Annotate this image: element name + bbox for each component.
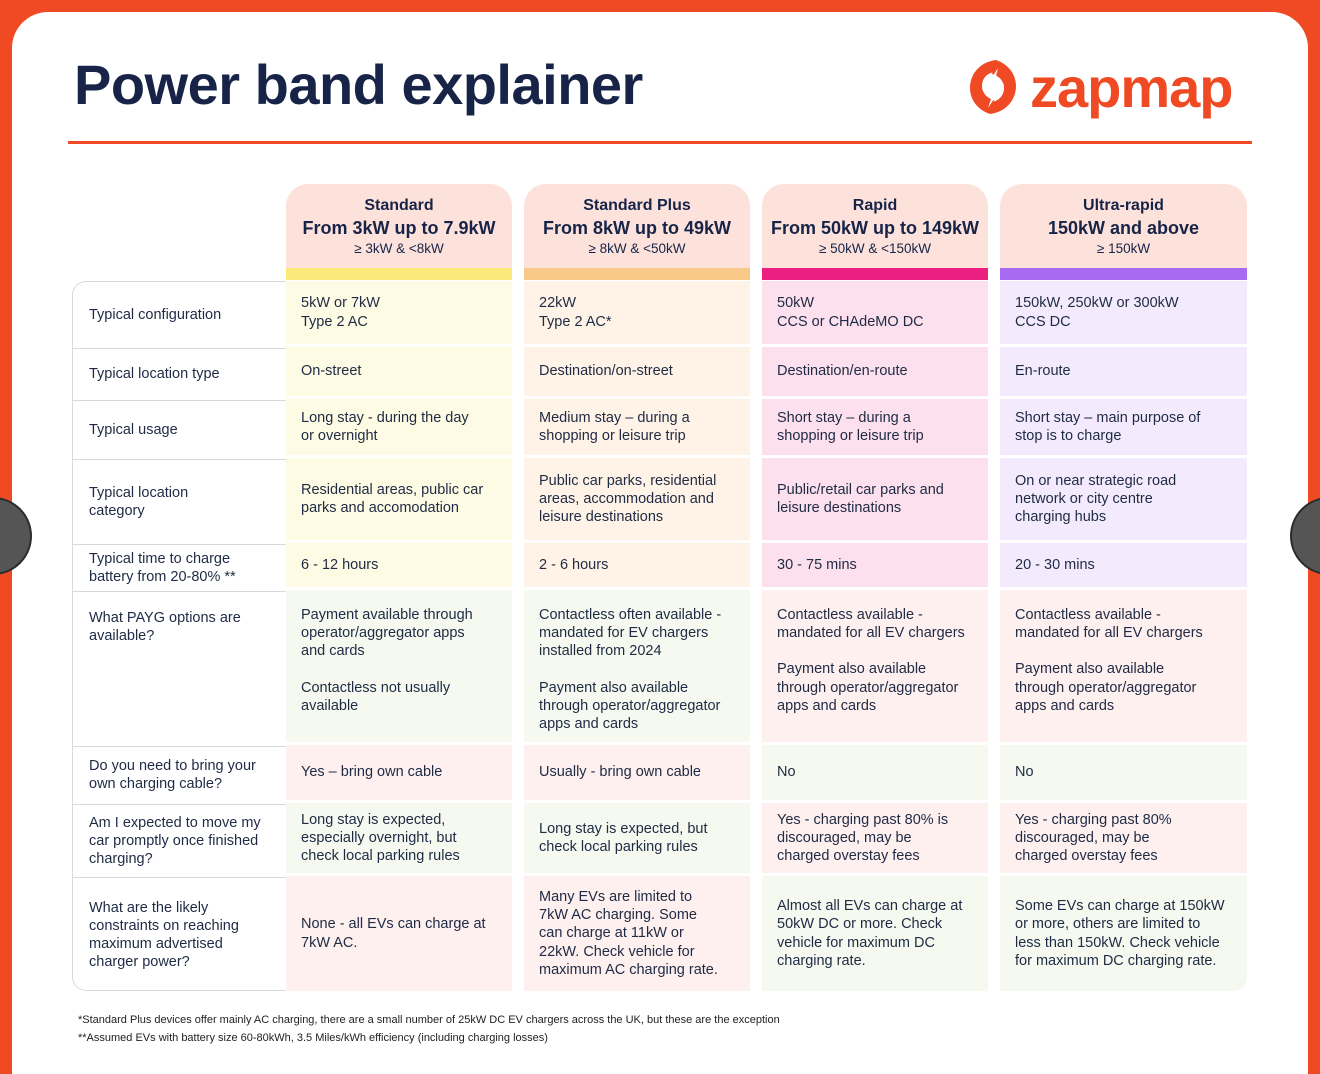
- band-condition: ≥ 8kW & <50kW: [588, 241, 686, 256]
- cell-line: leisure destinations: [539, 509, 664, 526]
- band-name: Standard Plus: [583, 197, 691, 214]
- cell-line: On-street: [301, 363, 362, 380]
- cell-line: None - all EVs can charge at: [301, 916, 486, 933]
- cell-line: 22kW: [539, 295, 577, 312]
- cell-line: discouraged, may be: [1015, 829, 1150, 846]
- cell-line: Payment also available: [1015, 661, 1165, 678]
- zapmap-bolt-icon: [966, 56, 1020, 118]
- cell-line: discouraged, may be: [777, 829, 912, 846]
- table-cell: [286, 876, 512, 991]
- band-header: [524, 184, 750, 268]
- table-cell: [1000, 803, 1247, 873]
- cell-line: or more, others are limited to: [1015, 916, 1201, 933]
- cell-line: Public car parks, residential: [539, 472, 717, 489]
- cell-line: Long stay is expected,: [301, 811, 446, 828]
- band-range: From 8kW up to 49kW: [542, 218, 731, 238]
- table-cell: [1000, 347, 1247, 396]
- cell-line: installed from 2024: [539, 643, 662, 660]
- table-cell: [762, 281, 988, 344]
- cell-line: 7kW AC charging. Some: [539, 907, 697, 924]
- cell-line: Type 2 AC*: [539, 313, 612, 330]
- table-cell: [286, 590, 512, 742]
- table-cell: [524, 590, 750, 742]
- table-cell: [1000, 745, 1247, 800]
- logo-wordmark: zapmap: [1030, 55, 1233, 119]
- cell-line: 30 - 75 mins: [777, 556, 857, 573]
- row-label: Typical location type: [89, 366, 220, 382]
- cell-line: shopping or leisure trip: [539, 428, 686, 444]
- band-name: Standard: [364, 197, 434, 214]
- band-column-standard: [286, 184, 512, 991]
- cell-line: operator/aggregator apps: [301, 625, 465, 642]
- band-name: Rapid: [852, 197, 898, 214]
- band-header: [286, 184, 512, 268]
- cell-line: parks and accomodation: [301, 500, 459, 516]
- table-cell: [286, 458, 512, 540]
- cell-line: Payment also available: [539, 679, 689, 696]
- cell-line: Contactless often available -: [539, 607, 722, 623]
- band-header: [1000, 184, 1247, 268]
- cell-line: less than 150kW. Check vehicle: [1015, 934, 1220, 951]
- table-cell: [286, 803, 512, 873]
- page-title: Power band explainer: [74, 53, 643, 116]
- cell-line: 20 - 30 mins: [1015, 556, 1095, 573]
- row-labels-column: [72, 281, 286, 991]
- cell-line: Some EVs can charge at 150kW: [1015, 898, 1225, 915]
- table-cell: [762, 347, 988, 396]
- cell-line: En-route: [1015, 363, 1071, 380]
- cell-line: and cards: [301, 643, 365, 660]
- table-cell: [762, 803, 988, 873]
- row-label-cell: [89, 746, 278, 804]
- cell-line: CCS or CHAdeMO DC: [777, 313, 924, 330]
- cell-line: maximum AC charging rate.: [539, 961, 718, 978]
- cell-line: mandated for EV chargers: [539, 625, 709, 642]
- cell-line: charging rate.: [777, 952, 866, 969]
- cell-line: Contactless available -: [777, 607, 923, 623]
- cell-line: No: [777, 764, 796, 781]
- table-cell: [524, 399, 750, 455]
- table-cell: [762, 590, 988, 742]
- cell-line: No: [1015, 764, 1034, 781]
- table-cell: [286, 347, 512, 396]
- zapmap-logo: [966, 54, 1233, 120]
- cell-line: Yes - charging past 80% is: [777, 811, 949, 828]
- cell-line: network or city centre: [1015, 490, 1153, 507]
- cell-line: charged overstay fees: [1015, 848, 1158, 865]
- band-condition: ≥ 50kW & <150kW: [818, 241, 932, 256]
- table-cell: [286, 399, 512, 455]
- table-cell: [286, 543, 512, 587]
- paragraph-gap: [777, 642, 978, 660]
- cell-line: 7kW AC.: [301, 934, 358, 951]
- footnotes: [78, 1011, 780, 1047]
- cell-line: 50kW DC or more. Check: [777, 916, 943, 933]
- table-cell: [762, 543, 988, 587]
- cell-line: Almost all EVs can charge at: [777, 898, 963, 915]
- row-label-cell: [89, 877, 278, 992]
- cell-line: Yes - charging past 80%: [1015, 811, 1172, 828]
- cell-line: Long stay is expected, but: [539, 820, 708, 837]
- cell-line: Usually - bring own cable: [539, 764, 701, 781]
- cell-line: Public/retail car parks and: [777, 481, 944, 498]
- cell-line: apps and cards: [539, 716, 639, 733]
- band-name: Ultra-rapid: [1083, 197, 1164, 214]
- cell-line: Type 2 AC: [301, 313, 368, 330]
- band-column-standard-plus: [524, 184, 750, 991]
- cell-line: charged overstay fees: [777, 848, 920, 865]
- cell-line: shopping or leisure trip: [777, 428, 924, 444]
- row-label-cell: [89, 282, 278, 348]
- table-cell: [1000, 543, 1247, 587]
- row-label: What PAYG options are available?: [89, 610, 241, 644]
- cell-line: areas, accommodation and: [539, 490, 714, 507]
- table-cell: [524, 803, 750, 873]
- footnote-standard-plus: *Standard Plus devices offer mainly AC charging, there are a small number of 25kW DC EV chargers across the UK, but these are the exception: [78, 1014, 780, 1026]
- cell-line: 2 - 6 hours: [539, 556, 609, 573]
- cell-line: Short stay – main purpose of: [1015, 409, 1201, 426]
- cell-line: vehicle for maximum DC: [777, 934, 935, 951]
- row-label-cell: [89, 459, 278, 544]
- cell-line: Destination/en-route: [777, 363, 908, 380]
- row-label: Typical time to charge battery from 20-80% **: [89, 550, 236, 585]
- table-cell: [286, 281, 512, 344]
- cell-line: mandated for all EV chargers: [777, 625, 965, 642]
- cell-line: available: [301, 697, 359, 714]
- paragraph-gap: [1015, 642, 1237, 660]
- cell-line: 5kW or 7kW: [301, 295, 380, 312]
- cell-line: check local parking rules: [539, 839, 698, 855]
- cell-line: Long stay - during the day: [301, 409, 469, 426]
- cell-line: Short stay – during a: [777, 409, 911, 426]
- cell-line: through operator/aggregator: [1015, 679, 1197, 696]
- band-range: From 50kW up to 149kW: [770, 218, 980, 238]
- band-header: [762, 184, 988, 268]
- cell-line: apps and cards: [777, 697, 877, 714]
- band-range: From 3kW up to 7.9kW: [302, 218, 496, 238]
- row-label: Typical location category: [89, 484, 189, 519]
- band-color-strip: [286, 268, 512, 280]
- table-cell: [286, 745, 512, 800]
- band-color-strip: [762, 268, 988, 280]
- table-cell: [762, 876, 988, 991]
- cell-line: through operator/aggregator: [777, 679, 959, 696]
- cell-line: through operator/aggregator: [539, 697, 721, 714]
- row-label-cell: [89, 348, 278, 400]
- cell-line: Yes – bring own cable: [301, 764, 443, 781]
- table-cell: [1000, 399, 1247, 455]
- row-label-cell: [89, 804, 278, 877]
- band-range: 150kW and above: [1047, 218, 1200, 238]
- table-cell: [1000, 458, 1247, 540]
- cell-line: Payment available through: [301, 607, 473, 623]
- band-color-strip: [524, 268, 750, 280]
- table-cell: [1000, 876, 1247, 991]
- footnote-battery-assumption: **Assumed EVs with battery size 60-80kWh, 3.5 Miles/kWh efficiency (including charging losses): [78, 1032, 548, 1044]
- row-label-cell: [89, 544, 278, 591]
- cell-line: mandated for all EV chargers: [1015, 625, 1203, 642]
- cell-line: charging hubs: [1015, 509, 1107, 526]
- table-cell: [524, 347, 750, 396]
- cell-line: stop is to charge: [1015, 428, 1122, 444]
- cell-line: 50kW: [777, 295, 815, 312]
- row-label: Do you need to bring your own charging cable?: [89, 758, 256, 792]
- band-condition: ≥ 150kW: [1096, 241, 1151, 256]
- row-divider: [73, 591, 286, 592]
- cell-line: check local parking rules: [301, 848, 460, 865]
- band-column-ultra-rapid: [1000, 184, 1247, 991]
- table-cell: [524, 281, 750, 344]
- cell-line: or overnight: [301, 428, 378, 444]
- row-label: Typical configuration: [89, 307, 222, 323]
- paragraph-gap: [301, 661, 502, 679]
- cell-line: 22kW. Check vehicle for: [539, 943, 695, 960]
- row-label: Am I expected to move my car promptly once finished charging?: [89, 814, 261, 867]
- table-cell: [762, 399, 988, 455]
- cell-line: especially overnight, but: [301, 829, 457, 846]
- cell-line: for maximum DC charging rate.: [1015, 952, 1217, 969]
- band-column-rapid: [762, 184, 988, 991]
- band-condition: ≥ 3kW & <8kW: [354, 241, 444, 256]
- table-cell: [762, 458, 988, 540]
- cell-line: 6 - 12 hours: [301, 556, 379, 573]
- cell-line: Many EVs are limited to: [539, 888, 693, 905]
- cell-line: Destination/on-street: [539, 363, 673, 380]
- cell-line: can charge at 11kW or: [539, 925, 684, 942]
- band-color-strip: [1000, 268, 1247, 280]
- cell-line: leisure destinations: [777, 500, 902, 516]
- cell-line: CCS DC: [1015, 313, 1071, 330]
- cell-line: Medium stay – during a: [539, 409, 690, 426]
- row-label-cell: [89, 609, 278, 746]
- row-label: What are the likely constraints on reaching maximum advertised charger power?: [89, 899, 239, 970]
- cell-line: On or near strategic road: [1015, 472, 1177, 489]
- cell-line: apps and cards: [1015, 697, 1115, 714]
- table-cell: [524, 458, 750, 540]
- cell-line: Contactless available -: [1015, 607, 1161, 623]
- table-cell: [762, 745, 988, 800]
- title-divider: [68, 141, 1252, 144]
- cell-line: Payment also available: [777, 661, 927, 678]
- table-cell: [1000, 281, 1247, 344]
- row-label-cell: [89, 400, 278, 459]
- paragraph-gap: [539, 661, 740, 679]
- cell-line: 150kW, 250kW or 300kW: [1015, 295, 1179, 312]
- table-cell: [524, 543, 750, 587]
- table-cell: [1000, 590, 1247, 742]
- cell-line: Contactless not usually: [301, 679, 451, 696]
- table-cell: [524, 876, 750, 991]
- cell-line: Residential areas, public car: [301, 481, 484, 498]
- table-cell: [524, 745, 750, 800]
- row-label: Typical usage: [89, 421, 178, 438]
